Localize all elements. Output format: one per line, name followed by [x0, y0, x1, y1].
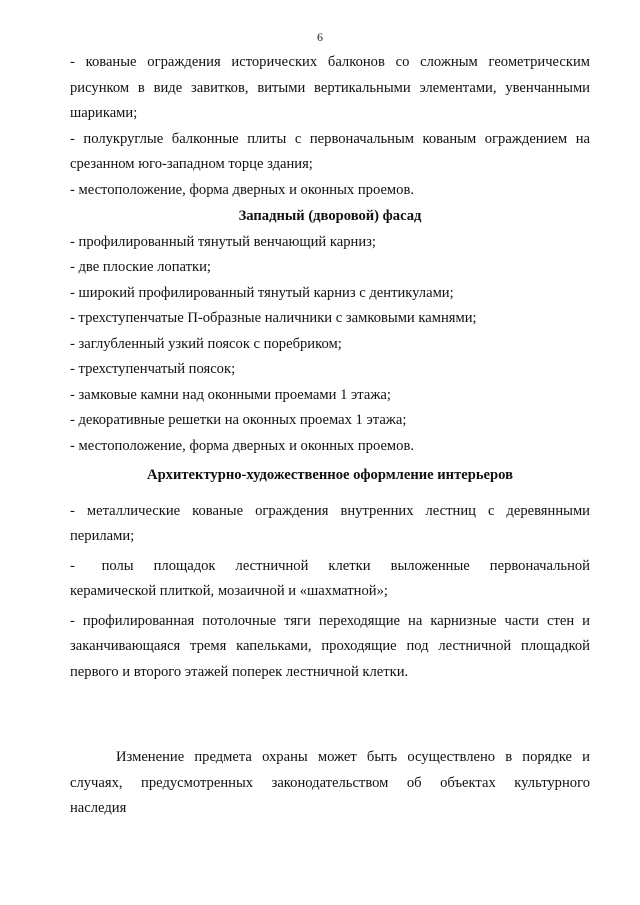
text-line: шариками; — [70, 105, 138, 121]
list-item — [70, 554, 590, 605]
text-line: случаях, предусмотренных законодательством об объектах культурного — [70, 774, 590, 791]
list-item: - заглубленный узкий поясок с поребриком; — [70, 335, 342, 352]
list-item: - местоположение, форма дверных и оконных проемов. — [70, 437, 414, 454]
list-item — [70, 609, 590, 686]
text-line: рисунком в виде завитков, витыми вертикальными элементами, увенчанными — [70, 79, 590, 96]
section-heading-west-facade: Западный (дворовой) фасад — [238, 208, 422, 224]
list-item: - широкий профилированный тянутый карниз с дентикулами; — [70, 284, 454, 301]
text-line: заканчивающаяся тремя капельками, проходящие под лестничной площадкой — [70, 638, 590, 654]
list-item: - замковые камни над оконными проемами 1 этажа; — [70, 386, 391, 403]
list-item: - трехступенчатый поясок; — [70, 361, 236, 377]
list-item: - трехступенчатые П-образные наличники с замковыми камнями; — [70, 310, 477, 326]
text-line: керамической плиткой, мозаичной и «шахматной»; — [70, 583, 388, 599]
text-line: наследия — [70, 800, 127, 816]
list-item: - профилированный тянутый венчающий карниз; — [70, 233, 376, 250]
text-line: первого и второго этажей поперек лестничной клетки. — [70, 663, 409, 680]
closing-paragraph — [70, 745, 590, 822]
list-item: - две плоские лопатки; — [70, 259, 211, 275]
text-line: - профилированная потолочные тяги переходящие на карнизные части стен и — [70, 612, 590, 629]
list-item: - декоративные решетки на оконных проемах 1 этажа; — [70, 412, 407, 428]
text-line: срезанном юго-западном торце здания; — [70, 156, 313, 172]
page-number: 6 — [317, 30, 323, 44]
text-line: перилами; — [70, 528, 135, 544]
text-line: - кованые ограждения исторических балконов со сложным геометрическим — [70, 54, 590, 70]
text-line: - полы площадок лестничной клетки выложенные первоначальной — [70, 557, 590, 574]
text-line: - металлические кованые ограждения внутренних лестниц с деревянными — [70, 502, 590, 519]
text-line: Изменение предмета охраны может быть осуществлено в порядке и — [116, 749, 590, 765]
text-line: - местоположение, форма дверных и оконных проемов. — [70, 181, 414, 198]
list-item — [70, 499, 590, 550]
document-body — [70, 50, 590, 822]
text-line: - полукруглые балконные плиты с первоначальным кованым ограждением на — [70, 130, 590, 147]
section-heading-interiors: Архитектурно-художественное оформление интерьеров — [147, 467, 513, 483]
